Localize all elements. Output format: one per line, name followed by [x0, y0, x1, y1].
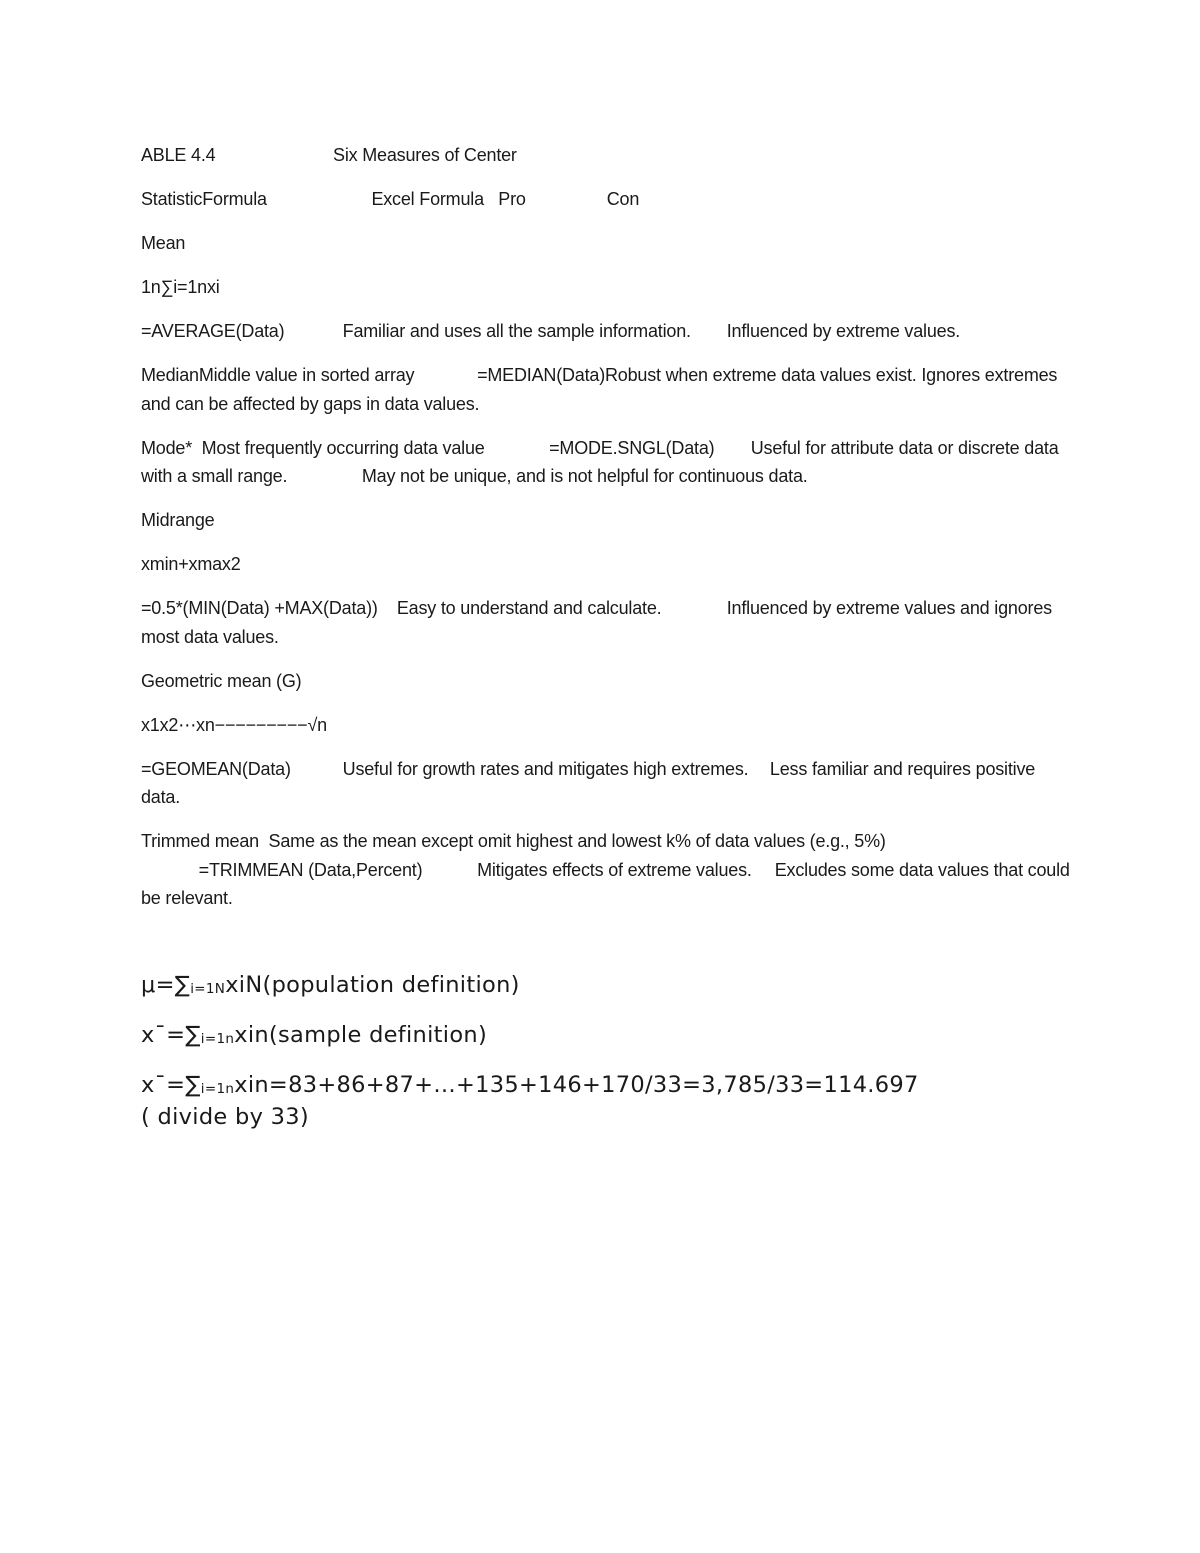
table-text-block: [141, 141, 1071, 928]
geometric-mean-row-details: =GEOMEAN(Data) Useful for growth rates and mitigates high extremes. Less familiar and requires positive data.: [141, 758, 1040, 807]
formula-subscript: i=1n: [200, 1031, 235, 1047]
formula-head: x¯=∑: [141, 1022, 201, 1048]
mean-formulas-block: [141, 971, 1071, 1149]
geometric-mean-label: Geometric mean (G): [141, 670, 302, 691]
formula-head: x¯=∑: [141, 1072, 201, 1098]
midrange-row-details: =0.5*(MIN(Data) +MAX(Data)) Easy to understand and calculate. Influenced by extreme values and ignores most data values.: [141, 598, 1057, 647]
midrange-label: Midrange: [141, 510, 215, 530]
formula-subscript: i=1n: [200, 1081, 235, 1097]
calculation-note: ( divide by 33): [141, 1104, 309, 1130]
population-mean-formula: [141, 971, 1071, 1003]
midrange-formula: xmin+xmax2: [141, 554, 241, 574]
geometric-mean-formula: x1x2⋯xn−−−−−−−−−√n: [141, 714, 327, 735]
formula-tail: xin(sample definition): [234, 1022, 488, 1048]
mean-formula: 1n∑i=1nxi: [141, 277, 220, 297]
trimmed-mean-row: Trimmed mean Same as the mean except omit highest and lowest k% of data values (e.g., 5%) =TRIMMEAN (Data,Percent) Mitigates effects of extreme values. Excludes some data values that could be relevant.: [141, 831, 1070, 908]
mean-row-details: =AVERAGE(Data) Familiar and uses all the sample information. Influenced by extreme values.: [141, 321, 961, 341]
formula-tail: xin=83+86+87+…+135+146+170/33=3,785/33=114.697: [234, 1072, 919, 1098]
mode-row: Mode* Most frequently occurring data value =MODE.SNGL(Data) Useful for attribute data or discrete data with a small range. May not be unique, and is not helpful for continuous data.: [141, 437, 1064, 486]
formula-head: μ=∑: [141, 972, 191, 998]
sample-mean-formula: [141, 1021, 1071, 1053]
median-row: MedianMiddle value in sorted array =MEDIAN(Data)Robust when extreme data values exist. Ignores extremes and can be affected by gaps in data values.: [141, 365, 1063, 414]
formula-subscript: i=1N: [190, 981, 226, 997]
mean-label: Mean: [141, 233, 186, 253]
table-caption: ABLE 4.4 Six Measures of Center: [141, 145, 517, 165]
formula-tail: xiN(population definition): [225, 972, 520, 998]
sample-mean-calculation: [141, 1071, 1071, 1131]
table-header-row: StatisticFormula Excel Formula Pro Con: [141, 189, 640, 209]
